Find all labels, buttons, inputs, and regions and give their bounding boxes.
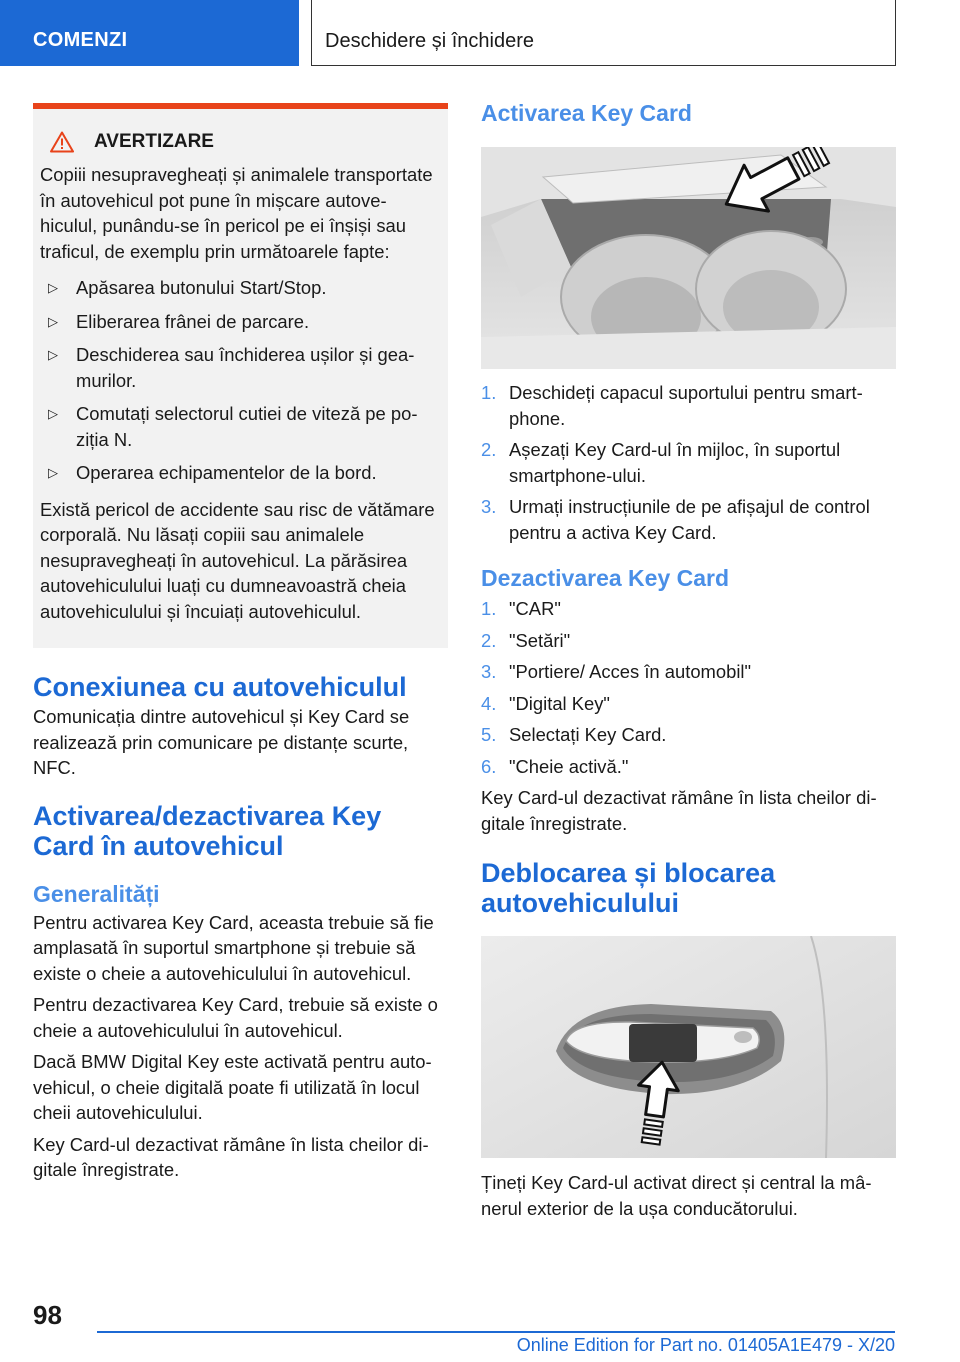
chapter-tab	[311, 0, 896, 66]
page-number: 98	[33, 1300, 62, 1330]
bullet-triangle-icon: ▷	[48, 313, 58, 329]
bullet-text: Operarea echipamentelor de la bord.	[76, 462, 377, 483]
list-item: 5. Selectați Key Card.	[481, 724, 667, 745]
chapter-title: Deschidere și închidere	[325, 30, 534, 52]
bullet-text: Comutați selectorul cutiei de viteză pe poziția N.	[76, 403, 418, 450]
deactivate-card-heading: Dezactivarea Key Card	[481, 565, 730, 591]
bullet-text: Eliberarea frânei de parcare.	[76, 310, 310, 332]
activation-heading: Activarea/dezactivarea Key Card în autovehicul	[33, 800, 382, 861]
list-item: 1. "CAR"	[481, 598, 561, 619]
warning-intro: Copiii nesupravegheați și animalele transportate în autovehicul pot pune în mișcare autovehiculul, punându-se în pericol pe ei înșiși sau traficul, de exemplu prin următoarele fapte:	[40, 164, 433, 262]
warning-triangle-icon	[50, 131, 74, 153]
bullet-triangle-icon: ▷	[48, 280, 58, 295]
section-tab	[0, 0, 299, 66]
footer-edition: Online Edition for Part no. 01405A1E479 - X/20	[516, 1335, 895, 1355]
general-paragraph: Pentru dezactivarea Key Card, trebuie să existe o cheie a autovehiculului în autovehicul.	[33, 994, 438, 1041]
unlock-heading: Deblocarea și blocarea autovehiculului	[481, 858, 776, 918]
section-title: COMENZI	[33, 29, 128, 51]
list-item: 3. Urmați instrucțiunile de pe afișajul de control pentru a activa Key Card.	[481, 496, 870, 543]
connection-heading: Conexiunea cu autovehiculul	[33, 672, 407, 702]
list-item: 6. "Cheie activă."	[481, 755, 629, 777]
bullet-text: Apăsarea butonului Start/Stop.	[76, 277, 327, 298]
deactivate-steps	[481, 596, 896, 779]
bullet-triangle-icon: ▷	[48, 406, 58, 421]
general-paragraph: Pentru activarea Key Card, aceasta trebuie să fie amplasată în suportul smartphone și trebuie să existe o cheie a autovehiculului în autovehicul.	[33, 911, 434, 984]
footer-divider	[97, 1331, 895, 1333]
list-item	[40, 342, 436, 393]
bullet-triangle-icon: ▷	[48, 465, 58, 480]
general-paragraph: Key Card-ul dezactivat rămâne în lista cheilor digitale înregistrate.	[33, 1133, 429, 1180]
smartphone-holder-photo	[481, 147, 896, 369]
list-item: 4. "Digital Key"	[481, 692, 610, 714]
bullet-text: Deschiderea sau închiderea ușilor și geamurilor.	[76, 344, 415, 391]
warning-header	[50, 131, 436, 153]
bullet-triangle-icon: ▷	[48, 347, 58, 362]
warning-box	[33, 103, 448, 648]
warning-outro: Există pericol de accidente sau risc de vătămare corporală. Nu lăsați copiii sau animalele nesupravegheați în autovehicul. La părăsirea autovehiculului luați cu dumneavoastră cheia autovehiculului și încuiați autovehiculul.	[40, 498, 435, 622]
door-handle-photo	[481, 936, 896, 1158]
warning-bullets	[40, 275, 436, 486]
connection-text: Comunicația dintre autovehicul și Key Card se realizează prin comunicare pe distanțe scurte, NFC.	[33, 706, 410, 778]
list-item	[40, 309, 436, 335]
general-paragraph: Dacă BMW Digital Key este activată pentru autovehicul, o cheie digitală poate fi utilizată în locul cheii autovehiculului.	[33, 1051, 432, 1123]
activate-steps	[481, 380, 896, 545]
activate-card-heading: Activarea Key Card	[481, 100, 692, 126]
unlock-text: Țineți Key Card-ul activat direct și central la mânerul exterior de la ușa conducătorului.	[481, 1172, 872, 1219]
list-item: 2. "Setări"	[481, 629, 571, 651]
deactivate-note: Key Card-ul dezactivat rămâne în lista cheilor digitale înregistrate.	[481, 787, 877, 834]
list-item: 3. "Portiere/ Acces în automobil"	[481, 661, 752, 682]
list-item	[40, 275, 436, 301]
list-item: 1. Deschideți capacul suportului pentru smartphone.	[481, 382, 863, 429]
warning-title: AVERTIZARE	[94, 131, 214, 152]
left-column	[33, 103, 448, 1183]
general-subheading: Generalități	[33, 880, 160, 907]
right-column	[481, 100, 896, 1221]
list-item: 2. Așezați Key Card-ul în mijloc, în suportul smartphone-ului.	[481, 439, 841, 486]
list-item	[40, 401, 436, 452]
list-item	[40, 460, 436, 486]
